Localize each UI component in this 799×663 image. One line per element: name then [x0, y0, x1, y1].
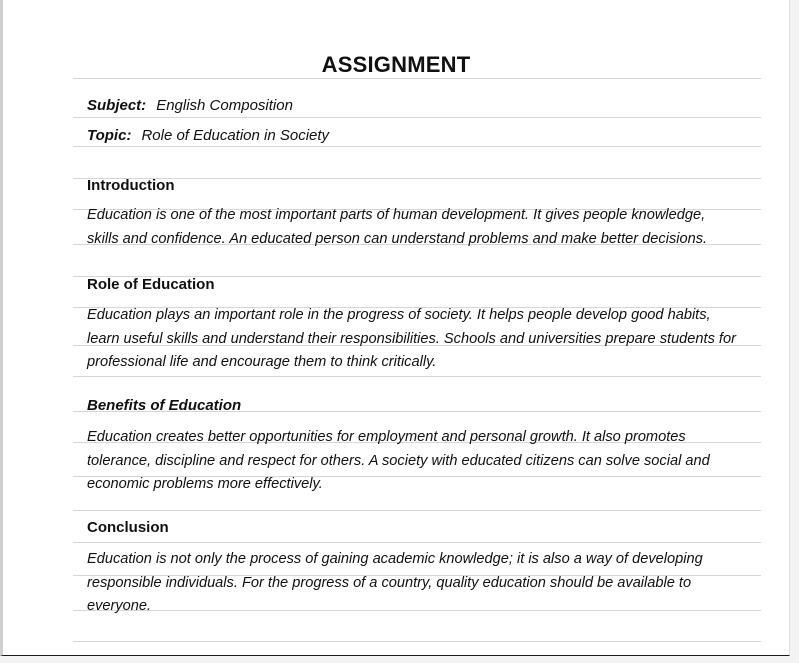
topic-label: Topic:: [87, 127, 132, 144]
paragraph-line: learn useful skills and understand their responsibilities. Schools and universities prepare students for: [87, 330, 736, 347]
paragraph-line: everyone.: [87, 598, 152, 614]
ruled-line: [73, 178, 761, 179]
paragraph-line: Education plays an important role in the progress of society. It helps people develop good habits,: [87, 307, 711, 323]
paragraph-line: skills and confidence. An educated person can understand problems and make better decisions.: [87, 230, 708, 247]
paragraph-line: tolerance, discipline and respect for others. A society with educated citizens can solve social and: [87, 452, 710, 469]
paragraph-line: professional life and encourage them to think critically.: [87, 354, 437, 370]
paragraph-line: Education is one of the most important parts of human development. It gives people knowledge,: [87, 207, 706, 223]
ruled-line: [73, 117, 761, 118]
topic-value: Role of Education in Society: [141, 127, 330, 144]
section-body-conclusion: [87, 548, 757, 619]
ruled-line: [73, 78, 761, 79]
ruled-line: [73, 510, 761, 511]
paragraph-line: responsible individuals. For the progress of a country, quality education should be available to: [87, 574, 692, 591]
page-title: ASSIGNMENT: [321, 52, 471, 77]
section-body-benefits: [87, 426, 757, 497]
paragraph-line: economic problems more effectively.: [87, 476, 323, 492]
subject-label: Subject:: [87, 97, 147, 114]
ruled-line: [73, 542, 761, 543]
section-body-introduction: [87, 204, 757, 251]
ruled-line: [73, 641, 761, 642]
ruled-line: [73, 376, 761, 377]
ruled-line: [73, 146, 761, 147]
subject-line: [87, 97, 293, 114]
topic-line: [87, 127, 329, 144]
section-heading-introduction: Introduction: [87, 177, 175, 194]
section-heading-benefits: Benefits of Education: [87, 397, 242, 414]
subject-value: English Composition: [156, 97, 293, 114]
section-heading-role: Role of Education: [87, 276, 215, 293]
paragraph-line: Education creates better opportunities for employment and personal growth. It also promotes: [87, 429, 686, 445]
paragraph-line: Education is not only the process of gaining academic knowledge; it is also a way of developing: [87, 551, 703, 567]
section-body-role: [87, 304, 757, 375]
section-heading-conclusion: Conclusion: [87, 519, 169, 536]
